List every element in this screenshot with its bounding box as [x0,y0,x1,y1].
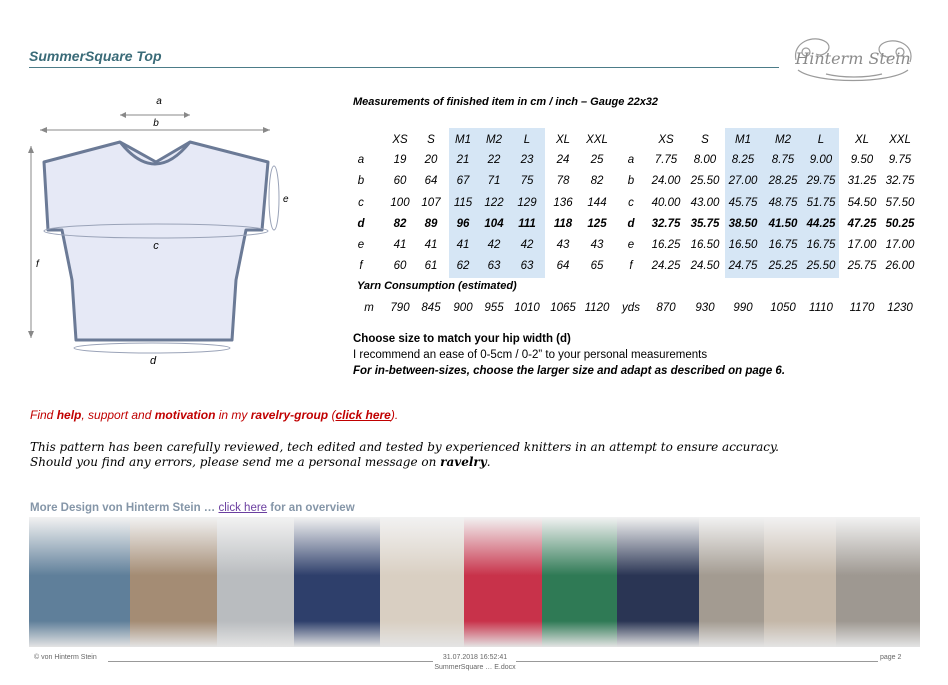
photo-grey-cardigan-front [217,517,294,647]
yarn-meters: 1120 [584,302,610,314]
inch-size-header: M1 [735,134,751,146]
photo-navy-top-back [294,517,380,647]
cm-value: 60 [393,175,407,187]
cm-value: 125 [587,218,607,230]
ravelry-group-link[interactable]: click here [335,408,391,422]
inch-value: 40.00 [651,197,681,209]
cm-value: 23 [520,154,534,166]
cm-size-header: XL [555,134,571,146]
cm-value: 19 [393,154,407,166]
cm-size-header: M1 [455,134,471,146]
inch-value: 7.75 [654,154,678,166]
cm-value: 100 [390,197,410,209]
inch-value: 43.00 [690,197,720,209]
more-designs-line: More Design von Hinterm Stein … click here for an overview [30,502,355,514]
yarn-yards: 1110 [809,302,833,314]
cm-size-header: L [523,134,531,146]
logo-text: Hinterm Stein [795,49,911,68]
cm-value: 22 [487,154,501,166]
inch-value: 16.50 [728,239,758,251]
design-photo-strip [29,517,920,647]
inch-value: 17.00 [847,239,877,251]
cm-value: 41 [424,239,438,251]
cm-size-header: S [427,134,435,146]
label-a: a [156,96,162,107]
inch-value: 31.25 [847,175,877,187]
row-label: b [627,175,635,187]
cm-value: 24 [556,154,570,166]
sleeve-ellipse [269,166,279,230]
yarn-yards: 1230 [887,302,913,314]
footer-rule-right [516,661,878,662]
photo-grey-cardigan-detail [29,517,130,647]
inch-value: 27.00 [728,175,758,187]
cm-value: 115 [453,197,473,209]
row-label: d [357,218,365,230]
inch-value: 25.50 [806,260,836,272]
inch-value: 29.75 [806,175,836,187]
row-label: a [357,154,365,166]
row-label: f [629,260,633,272]
footer-timestamp: 31.07.2018 16:52:41 [442,654,508,661]
cm-value: 75 [520,175,534,187]
cm-value: 60 [393,260,407,272]
cm-value: 41 [456,239,470,251]
cm-value: 96 [456,218,470,230]
yarn-yards: 1050 [770,302,796,314]
footer-filename: SummerSquare … E.docx [434,664,516,671]
ease-recommendation: I recommend an ease of 0-5cm / 0-2” to your personal measurements [353,349,708,361]
yarn-meters: 1065 [550,302,576,314]
cm-value: 25 [590,154,604,166]
yarn-yards: 1170 [849,302,875,314]
inch-value: 45.75 [728,197,758,209]
inch-value: 24.25 [651,260,681,272]
cm-value: 21 [456,154,470,166]
inch-size-header: XL [854,134,870,146]
inch-value: 9.75 [888,154,912,166]
cm-value: 122 [484,197,504,209]
cm-value: 82 [393,218,407,230]
cm-size-header: XS [392,134,408,146]
cm-value: 67 [456,175,470,187]
inch-value: 16.75 [768,239,798,251]
in-between-sizes-note: For in-between-sizes, choose the larger size and adapt as described on page 6. [353,365,786,377]
review-note-line1: This pattern has been carefully reviewed, tech edited and tested by experienced knitters in an attempt to ensure accuracy. [30,440,779,454]
cm-value: 82 [590,175,604,187]
cm-value: 129 [517,197,537,209]
row-label: f [359,260,363,272]
title-divider [29,67,779,68]
inch-value: 57.50 [885,197,915,209]
inch-value: 25.50 [690,175,720,187]
garment-schematic [20,90,300,370]
cm-value: 64 [424,175,438,187]
row-label: e [357,239,365,251]
cm-value: 61 [424,260,438,272]
cm-value: 20 [424,154,438,166]
inch-value: 26.00 [885,260,915,272]
row-label: b [357,175,365,187]
row-label: e [627,239,635,251]
inch-value: 24.50 [690,260,720,272]
inch-size-header: XXL [889,134,911,146]
inch-value: 44.25 [806,218,836,230]
inch-value: 25.75 [847,260,877,272]
choose-size-title: Choose size to match your hip width (d) [353,333,571,345]
inch-value: 41.50 [768,218,798,230]
inch-value: 8.00 [693,154,717,166]
inch-value: 47.25 [847,218,877,230]
photo-red-cardigan [464,517,542,647]
footer-copyright: © von Hinterm Stein [34,654,97,661]
cm-value: 63 [520,260,534,272]
cm-value: 62 [456,260,470,272]
row-label: c [358,197,364,209]
yarn-unit-label: yds [622,302,640,314]
inch-value: 32.75 [651,218,681,230]
inch-value: 9.50 [850,154,874,166]
yarn-yards: 870 [656,302,676,314]
inch-value: 16.25 [651,239,681,251]
cm-value: 41 [393,239,407,251]
photo-grey-textured-cardigan [836,517,920,647]
yarn-meters: 790 [390,302,410,314]
photo-beige-long-cardigan [764,517,836,647]
cm-size-header: XXL [586,134,608,146]
photo-navy-jacket [617,517,699,647]
cm-value: 42 [487,239,501,251]
inch-size-header: S [701,134,709,146]
help-line: Find help, support and motivation in my ravelry-group (click here). [30,408,399,422]
cm-value: 78 [556,175,570,187]
cm-value: 43 [590,239,604,251]
cm-value: 89 [424,218,438,230]
row-label: d [627,218,635,230]
cm-value: 111 [518,218,536,230]
inch-value: 50.25 [885,218,915,230]
hinterm-stein-logo [786,28,920,90]
inch-value: 28.25 [768,175,798,187]
footer-page-number: page 2 [880,654,902,661]
yarn-yards: 930 [695,302,715,314]
inch-value: 24.00 [651,175,681,187]
inch-value: 32.75 [885,175,915,187]
label-f: f [36,259,39,270]
hem-ellipse [74,343,230,353]
yarn-yards: 990 [733,302,753,314]
cm-value: 43 [556,239,570,251]
cm-size-header: M2 [486,134,502,146]
inch-value: 8.75 [771,154,795,166]
inch-value: 16.75 [806,239,836,251]
footer-rule-left [108,661,433,662]
cm-value: 118 [553,218,573,230]
inch-value: 8.25 [731,154,755,166]
label-e: e [283,194,289,205]
photo-taupe-cardigan [699,517,764,647]
inch-value: 35.75 [690,218,720,230]
inch-value: 16.50 [690,239,720,251]
yarn-unit-label: m [364,302,374,314]
inch-size-header: XS [658,134,674,146]
yarn-meters: 955 [484,302,504,314]
row-label: c [628,197,634,209]
review-note-line2: Should you find any errors, please send me a personal message on ravelry. [30,455,491,469]
photo-cream-poncho [380,517,464,647]
overview-link[interactable]: click here [218,502,268,514]
inch-value: 24.75 [728,260,758,272]
cm-value: 104 [484,218,504,230]
page-title: SummerSquare Top [29,48,162,64]
cm-value: 65 [590,260,604,272]
cm-value: 63 [487,260,501,272]
inch-size-header: M2 [775,134,791,146]
inch-size-header: L [817,134,825,146]
cm-value: 71 [487,175,501,187]
cm-value: 64 [556,260,570,272]
inch-value: 25.25 [768,260,798,272]
inch-value: 48.75 [768,197,798,209]
inch-value: 9.00 [809,154,833,166]
cm-value: 42 [520,239,534,251]
photo-beige-cardigan-side [130,517,217,647]
yarn-meters: 1010 [514,302,540,314]
inch-value: 38.50 [728,218,758,230]
measurements-title: Measurements of finished item in cm / inch – Gauge 22x32 [353,96,659,108]
label-b: b [153,118,159,129]
inch-value: 17.00 [885,239,915,251]
label-d: d [149,355,157,367]
inch-value: 54.50 [847,197,877,209]
cm-value: 144 [587,197,607,209]
yarn-meters: 900 [453,302,473,314]
inch-value: 51.75 [806,197,836,209]
row-label: a [627,154,635,166]
yarn-meters: 845 [421,302,441,314]
yarn-consumption-title: Yarn Consumption (estimated) [357,280,517,292]
cm-value: 107 [421,197,441,209]
cm-value: 136 [553,197,573,209]
label-c: c [153,240,159,252]
photo-green-cardigan [542,517,617,647]
